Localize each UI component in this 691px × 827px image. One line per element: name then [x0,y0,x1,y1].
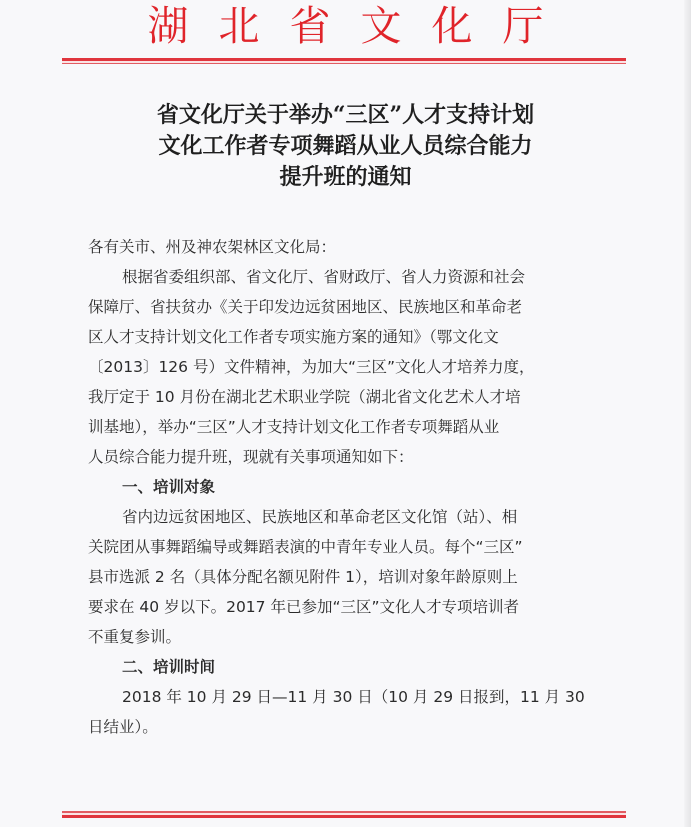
section-2-line-2: 日结业）。 [88,718,158,736]
title-line-1: 省文化厅关于举办“三区”人才支持计划 [156,102,535,128]
section-1-line-2: 关院团从事舞蹈编导或舞蹈表演的中青年专业人员。每个“三区” [88,538,523,556]
title-line-2: 文化工作者专项舞蹈从业人员综合能力 [158,133,533,159]
masthead-organization: 湖北省文化厅 [147,2,574,50]
intro-line-7: 人员综合能力提升班，现就有关事项通知如下： [88,448,414,466]
salutation: 各有关市、州及神农架林区文化局： [88,238,337,256]
intro-line-5: 我厅定于 10 月份在湖北艺术职业学院（湖北省文化艺术人才培 [88,388,521,406]
section-1-line-5: 不重复参训。 [88,628,182,646]
section-heading-training-targets: 一、培训对象 [122,478,216,496]
section-1-line-3: 县市选派 2 名（具体分配名额见附件 1），培训对象年龄原则上 [88,568,518,586]
document-body [88,232,633,742]
masthead-red-rule [62,58,626,64]
intro-line-1: 根据省委组织部、省文化厅、省财政厅、省人力资源和社会 [122,268,526,286]
title-line-3: 提升班的通知 [279,164,412,190]
intro-line-6: 训基地），举办“三区”人才支持计划文化工作者专项舞蹈从业 [88,418,500,436]
section-heading-training-time: 二、培训时间 [122,658,216,676]
section-1-line-1: 省内边远贫困地区、民族地区和革命老区文化馆（站）、相 [122,508,518,526]
document-title [0,100,691,193]
section-2-line-1: 2018 年 10 月 29 日—11 月 30 日（10 月 29 日报到，11 月 30 [122,688,585,706]
footer-red-rule [62,811,626,818]
intro-line-2: 保障厅、省扶贫办《关于印发边远贫困地区、民族地区和革命老 [88,298,523,316]
section-1-line-4: 要求在 40 岁以下。2017 年已参加“三区”文化人才专项培训者 [88,598,520,616]
intro-line-3: 区人才支持计划文化工作者专项实施方案的通知》（鄂文化文 [88,328,499,346]
intro-line-4: 〔2013〕126 号）文件精神，为加大“三区”文化人才培养力度， [88,358,535,376]
